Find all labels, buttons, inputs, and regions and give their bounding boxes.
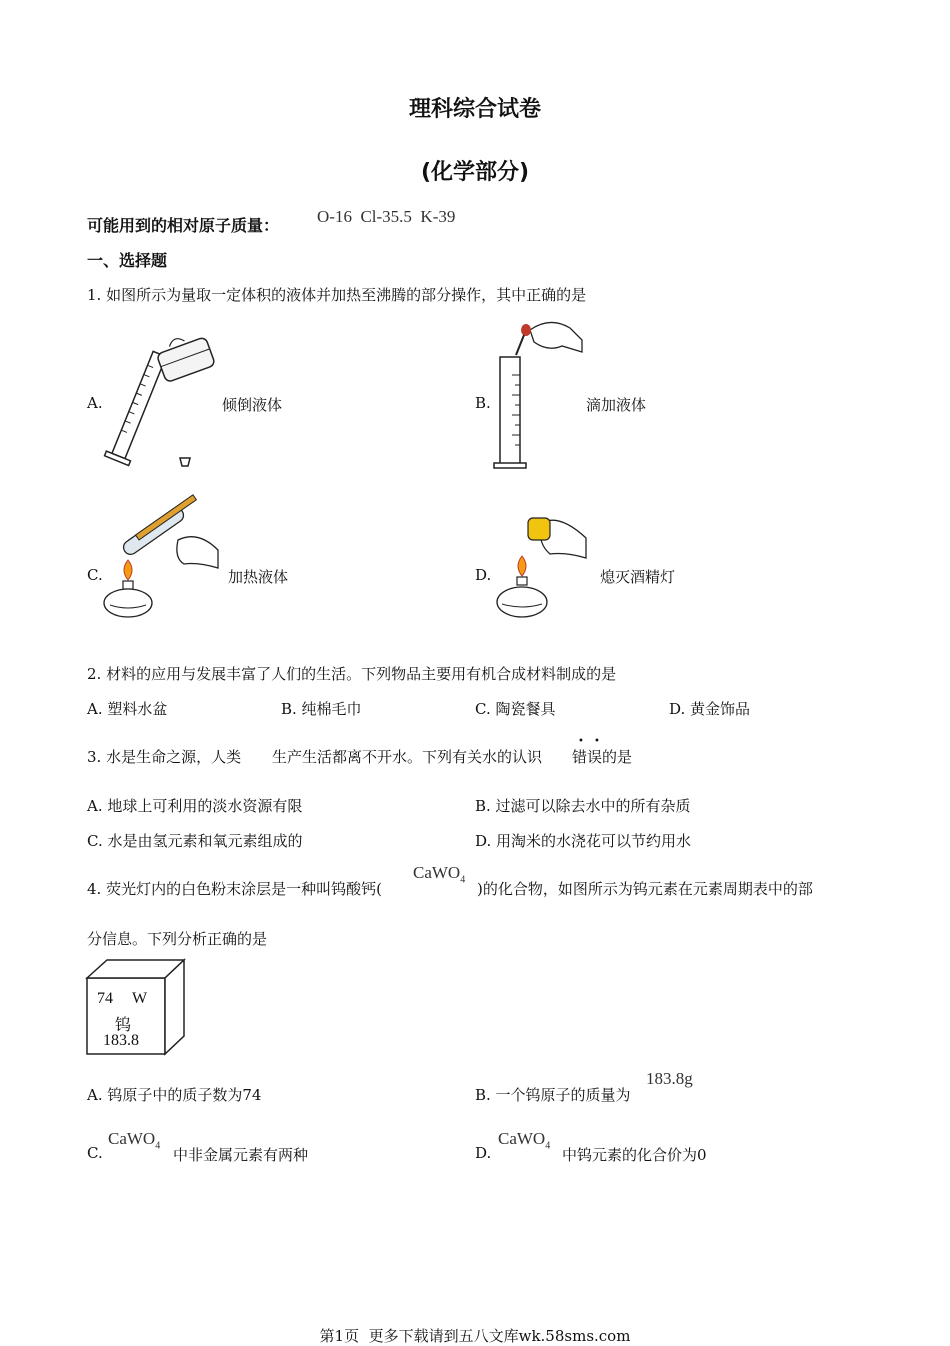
question-4-stem-line2: 分信息。下列分析正确的是 [87, 930, 268, 948]
formula-text: CaWO [108, 1129, 156, 1148]
question-4-stem-part2: )的化合物，如图所示为钨元素在元素周期表中的部 [477, 880, 813, 898]
q4-option-b-text: B. 一个钨原子的质量为 [475, 1086, 631, 1104]
q4-option-c-letter: C. [87, 1144, 103, 1162]
formula-subscript: 4 [460, 874, 466, 886]
section-title: 一、选择题 [87, 251, 168, 270]
element-atomic-number: 74 [97, 990, 113, 1007]
formula-subscript: 4 [545, 1140, 551, 1152]
formula-text: CaWO [413, 863, 461, 882]
q4-option-b-value: 183.8g [646, 1069, 693, 1088]
element-symbol: W [132, 990, 148, 1007]
q4-option-d-letter: D. [475, 1144, 492, 1162]
question-3-stem-part1: 3. 水是生命之源，人类 [87, 748, 242, 766]
formula-text: CaWO [498, 1129, 546, 1148]
q1-option-a-caption: 倾倒液体 [222, 396, 283, 414]
emphasis-dot-1: • [578, 736, 584, 747]
emphasis-word: 错误 [572, 748, 603, 766]
q4-option-c-formula [108, 1129, 160, 1151]
q4-option-d-formula [498, 1129, 550, 1151]
extinguishing-lamp-illustration [490, 510, 595, 622]
question-4-stem-part1: 4. 荧光灯内的白色粉末涂层是一种叫钨酸钙( [87, 880, 382, 898]
q1-option-c-letter: C. [87, 566, 103, 584]
question-3-stem-part2: 生产生活都离不开水。下列有关水的认识 [272, 748, 543, 766]
q3-option-a: A. 地球上可利用的淡水资源有限 [87, 797, 303, 815]
heating-liquid-illustration [100, 495, 225, 620]
q4-option-a: A. 钨原子中的质子数为74 [87, 1086, 262, 1104]
element-atomic-mass: 183.8 [103, 1032, 139, 1049]
q4-option-d-text: 中钨元素的化合价为0 [562, 1146, 707, 1164]
q4-option-c-text: 中非金属元素有两种 [173, 1146, 309, 1164]
q3-option-d: D. 用淘米的水浇花可以节约用水 [475, 832, 692, 850]
q1-option-c-caption: 加热液体 [228, 568, 289, 586]
q1-option-d-caption: 熄灭酒精灯 [600, 568, 676, 586]
q4-formula [413, 863, 465, 885]
q3-option-c: C. 水是由氢元素和氧元素组成的 [87, 832, 303, 850]
dropping-liquid-illustration [490, 315, 585, 475]
q1-option-b-caption: 滴加液体 [586, 396, 647, 414]
page-title: 理科综合试卷 [408, 97, 541, 122]
q2-option-c: C. 陶瓷餐具 [475, 700, 556, 718]
question-3-emphasis [572, 736, 603, 767]
page-subtitle: (化学部分) [420, 160, 530, 185]
q3-option-b: B. 过滤可以除去水中的所有杂质 [475, 797, 691, 815]
atomic-mass-values: O-16 Cl-35.5 K-39 [317, 207, 456, 226]
atomic-mass-label: 可能用到的相对原子质量： [87, 216, 280, 235]
question-2-stem: 2. 材料的应用与发展丰富了人们的生活。下列物品主要用有机合成材料制成的是 [87, 665, 617, 683]
q2-option-a: A. 塑料水盆 [87, 700, 168, 718]
question-3-stem-part3: 的是 [602, 748, 633, 766]
pouring-liquid-illustration [100, 330, 225, 475]
q2-option-d: D. 黄金饰品 [669, 700, 751, 718]
element-name: 钨 [115, 1015, 132, 1034]
q1-option-a-letter: A. [87, 394, 103, 412]
q1-option-b-letter: B. [475, 394, 491, 412]
q2-option-b: B. 纯棉毛巾 [281, 700, 362, 718]
formula-subscript: 4 [155, 1140, 161, 1152]
page-footer: 第1页 更多下载请到五八文库wk.58sms.com [319, 1327, 631, 1345]
question-1-stem: 1. 如图所示为量取一定体积的液体并加热至沸腾的部分操作，其中正确的是 [87, 286, 587, 304]
emphasis-dot-2: • [594, 736, 600, 747]
q1-option-d-letter: D. [475, 566, 492, 584]
